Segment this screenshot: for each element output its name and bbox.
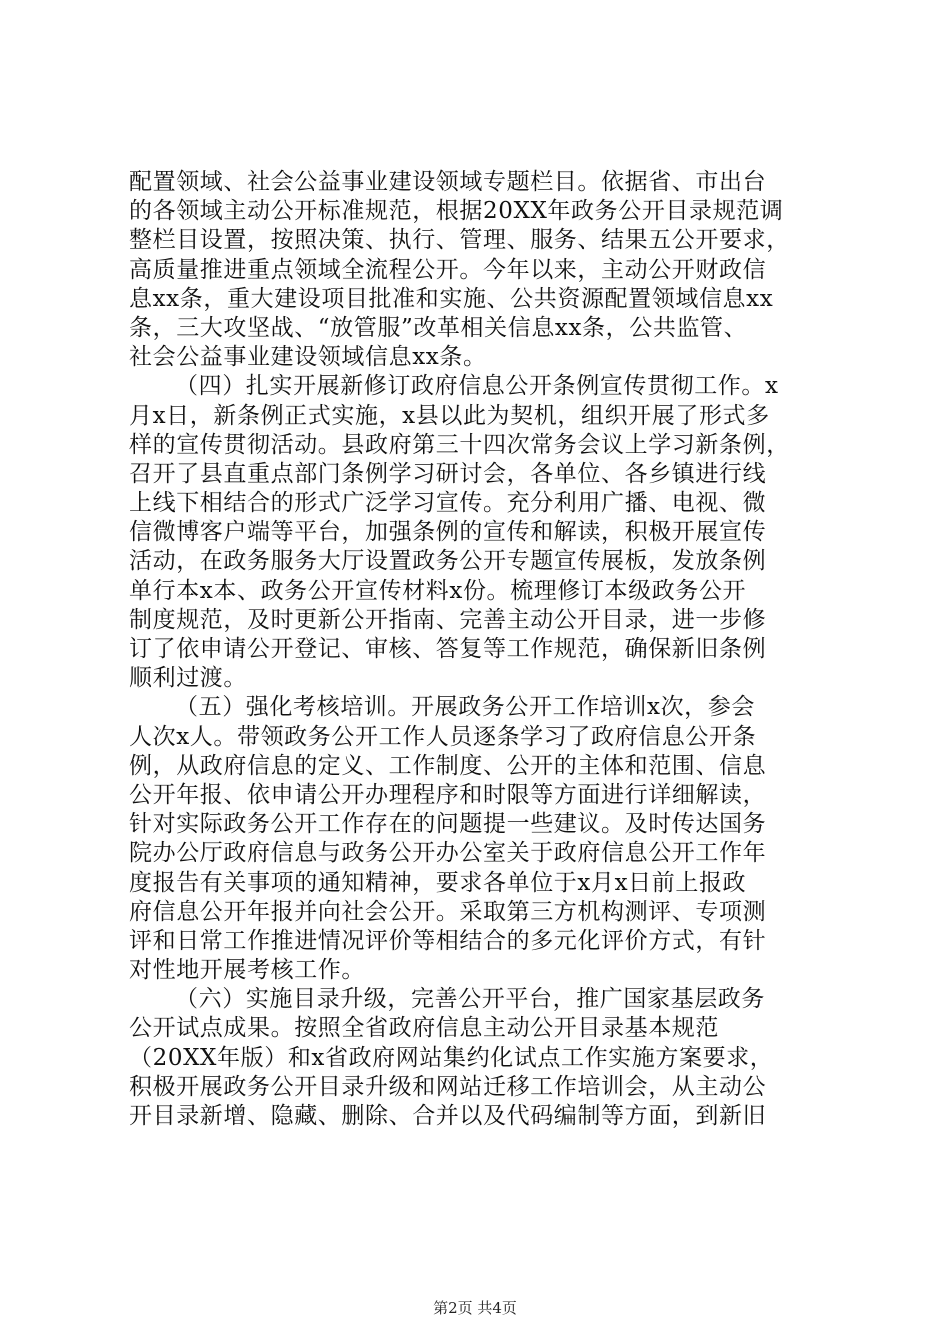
text-line: 配置领域、社会公益事业建设领域专题栏目。依据省、市出台 (129, 169, 767, 195)
text-line: 单行本x本、政务公开宣传材料x份。梳理修订本级政务公开 (129, 577, 747, 604)
text-line: 度报告有关事项的通知精神，要求各单位于x月x日前上报政 (129, 869, 747, 896)
text-line: 对性地开展考核工作。 (129, 957, 365, 984)
text-line: 人次x人。带领政务公开工作人员逐条学习了政府信息公开条 (129, 723, 757, 750)
section-five-heading-line: （五）强化考核培训。开展政务公开工作培训x次，参会 (175, 694, 755, 721)
text-line: 针对实际政务公开工作存在的问题提一些建议。及时传达国务 (129, 811, 767, 838)
text-line: 社会公益事业建设领域信息xx条。 (129, 344, 487, 371)
section-four-heading-line: （四）扎实开展新修订政府信息公开条例宣传贯彻工作。x (175, 373, 779, 400)
text-line: 院办公厅政府信息与政务公开办公室关于政府信息公开工作年 (129, 840, 767, 867)
text-line: 制度规范，及时更新公开指南、完善主动公开目录，进一步修 (129, 606, 767, 633)
section-six-heading-line: （六）实施目录升级，完善公开平台，推广国家基层政务 (175, 986, 765, 1013)
text-line: 息xx条，重大建设项目批准和实施、公共资源配置领域信息xx (129, 285, 774, 312)
document-body (129, 168, 825, 1131)
text-line: 开目录新增、隐藏、删除、合并以及代码编制等方面，到新旧 (129, 1103, 767, 1129)
text-line: 月x日，新条例正式实施，x县以此为契机，组织开展了形式多 (129, 402, 770, 429)
text-line: 顺利过渡。 (129, 665, 247, 692)
text-line: 的各领域主动公开标准规范，根据20XX年政务公开目录规范调 (129, 198, 784, 225)
text-line: 样的宣传贯彻活动。县政府第三十四次常务会议上学习新条例， (129, 431, 790, 458)
text-line: （20XX年版）和x省政府网站集约化试点工作实施方案要求， (129, 1044, 774, 1071)
text-line: 评和日常工作推进情况评价等相结合的多元化评价方式，有针 (129, 927, 767, 954)
text-line: 整栏目设置，按照决策、执行、管理、服务、结果五公开要求， (129, 227, 790, 254)
text-line: 公开试点成果。按照全省政府信息主动公开目录基本规范 (129, 1015, 719, 1042)
text-line: 积极开展政务公开目录升级和网站迁移工作培训会，从主动公 (129, 1073, 767, 1100)
text-line: 召开了县直重点部门条例学习研讨会，各单位、各乡镇进行线 (129, 460, 767, 487)
text-line: 上线下相结合的形式广泛学习宣传。充分利用广播、电视、微 (129, 490, 767, 517)
text-line: 例，从政府信息的定义、工作制度、公开的主体和范围、信息 (129, 752, 767, 779)
text-line: 府信息公开年报并向社会公开。采取第三方机构测评、专项测 (129, 898, 767, 925)
text-line: 高质量推进重点领域全流程公开。今年以来，主动公开财政信 (129, 256, 767, 283)
page-number-footer: 第2页 共4页 (433, 1299, 517, 1317)
text-line: 订了依申请公开登记、审核、答复等工作规范，确保新旧条例 (129, 636, 767, 662)
text-line: 活动，在政务服务大厅设置政务公开专题宣传展板，发放条例 (129, 548, 767, 575)
text-line: 公开年报、依申请公开办理程序和时限等方面进行详细解读， (129, 781, 767, 808)
text-line: 条，三大攻坚战、“放管服”改革相关信息xx条，公共监管、 (129, 314, 748, 341)
text-line: 信微博客户端等平台，加强条例的宣传和解读，积极开展宣传 (129, 519, 767, 546)
